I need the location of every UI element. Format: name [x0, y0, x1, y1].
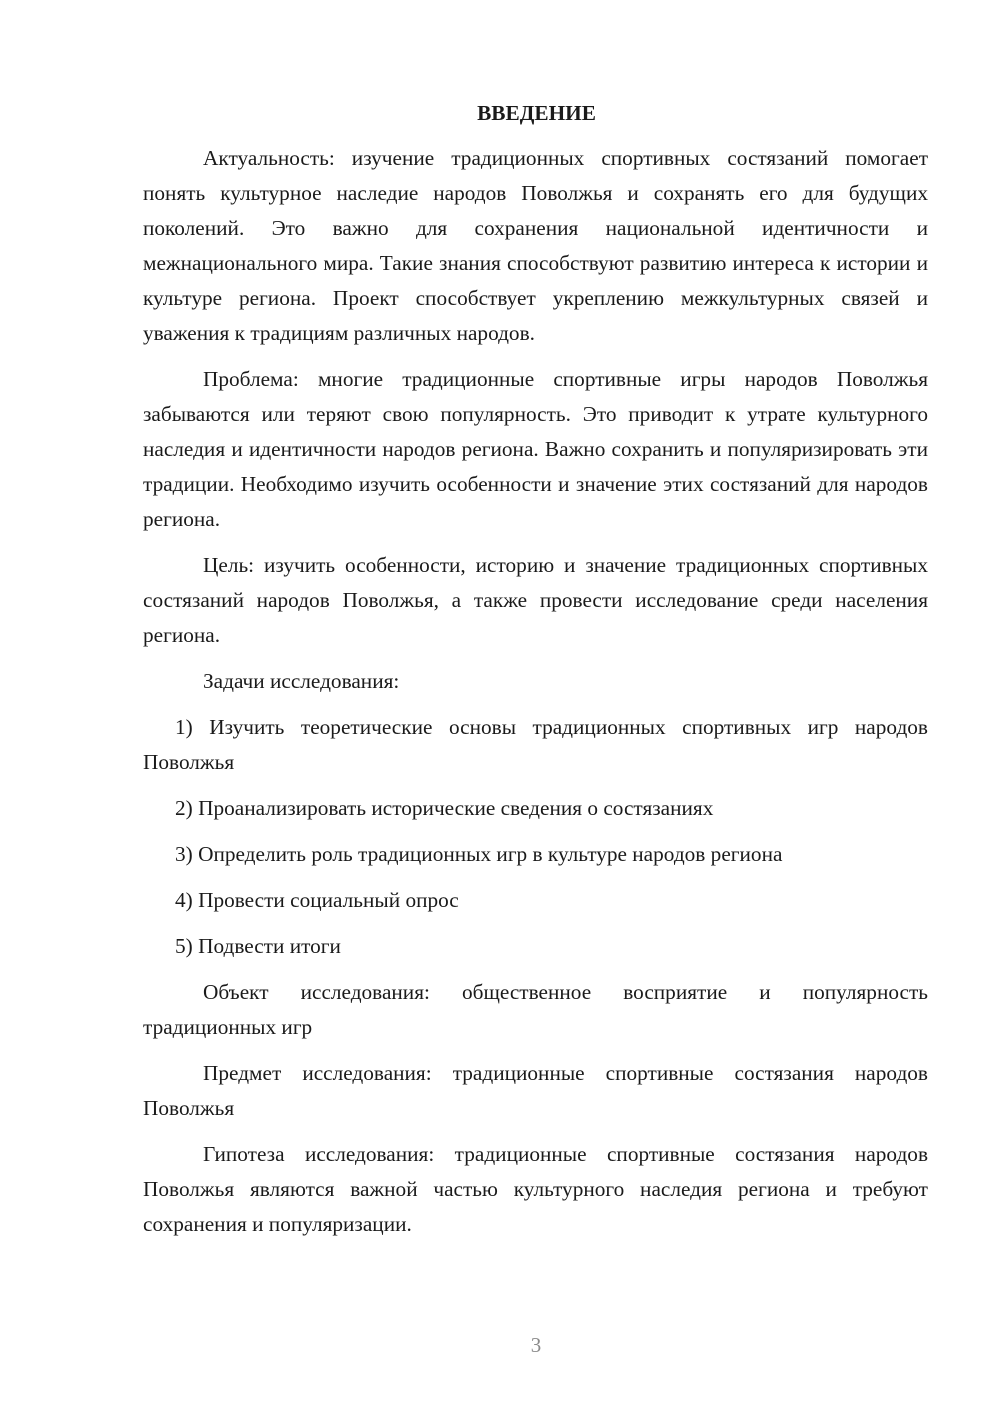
task-item-5: 5) Подвести итоги [175, 934, 341, 958]
section-heading: ВВЕДЕНИЕ [477, 101, 596, 125]
relevance-paragraph: Актуальность: изучение традиционных спортивных состязаний помогает понять культурное наследие народов Поволжья и сохранять его для будущих поколений. Это важно для сохранения национальной идентичности и межнационального мира. Такие знания способствуют развитию интереса к истории и культуре региона. Проект способствует укреплению межкультурных связей и уважения к традициям различных народов. [143, 146, 928, 345]
object-paragraph: Объект исследования: общественное восприятие и популярность традиционных игр [143, 980, 928, 1039]
goal-paragraph: Цель: изучить особенности, историю и значение традиционных спортивных состязаний народов Поволжья, а также провести исследование среди населения региона. [143, 553, 928, 647]
task-item-1: 1) Изучить теоретические основы традиционных спортивных игр народов Поволжья [143, 715, 928, 774]
tasks-heading: Задачи исследования: [203, 669, 400, 693]
task-item-2: 2) Проанализировать исторические сведения о состязаниях [175, 796, 714, 820]
task-item-4: 4) Провести социальный опрос [175, 888, 459, 912]
subject-paragraph: Предмет исследования: традиционные спортивные состязания народов Поволжья [143, 1061, 928, 1120]
document-body [143, 96, 928, 1253]
problem-paragraph: Проблема: многие традиционные спортивные игры народов Поволжья забываются или теряют свою популярность. Это приводит к утрате культурного наследия и идентичности народов региона. Важно сохранить и популяризировать эти традиции. Необходимо изучить особенности и значение этих состязаний для народов региона. [143, 367, 928, 531]
hypothesis-paragraph: Гипотеза исследования: традиционные спортивные состязания народов Поволжья являются важной частью культурного наследия региона и требуют сохранения и популяризации. [143, 1142, 928, 1236]
task-item-3: 3) Определить роль традиционных игр в культуре народов региона [175, 842, 783, 866]
page-number: 3 [530, 1333, 542, 1357]
